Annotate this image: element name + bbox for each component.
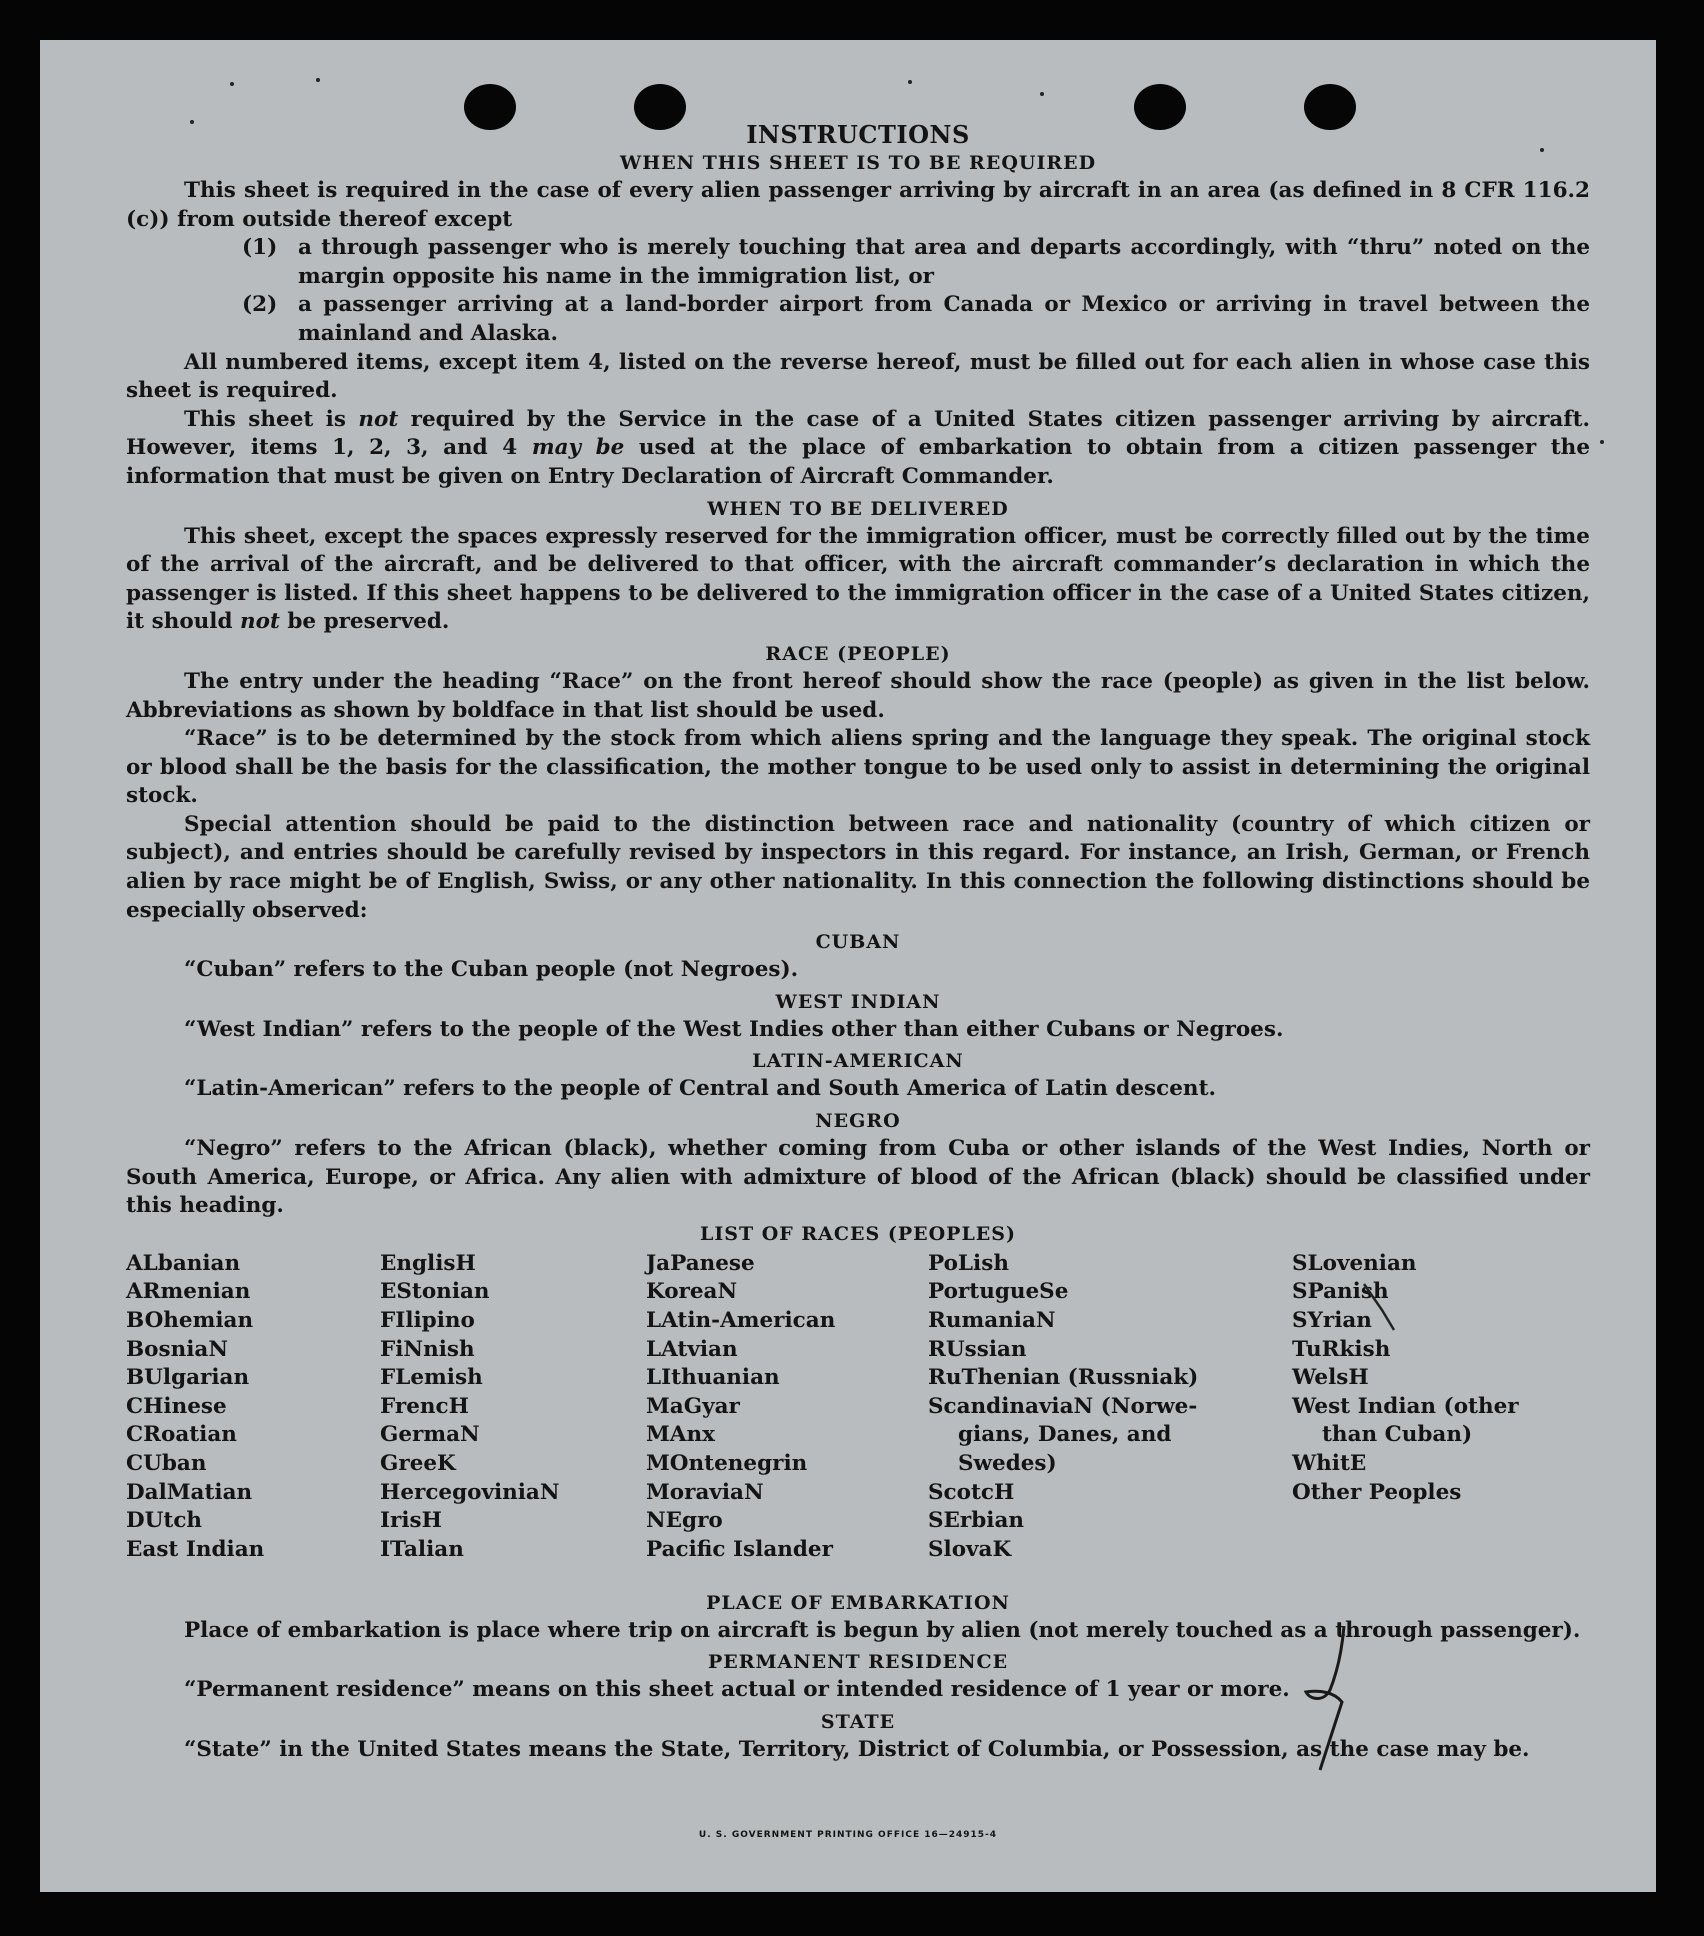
heading-west-indian: WEST INDIAN	[775, 990, 941, 1013]
race-item: Other Peoples	[1292, 1479, 1462, 1505]
race-item: SlovaK	[928, 1536, 1012, 1562]
race-item: PoLish	[928, 1250, 1009, 1276]
heading-state: STATE	[820, 1711, 896, 1733]
paragraph: Special attention should be paid to the distinction between race and nationality (country of which citizen or subject), and entries should be carefully revised by inspectors in this regard. For instance, an Irish, German, or French alien by race might be of English, Swiss, or any other nationality. In this connection the following distinctions should be especially observed:	[126, 811, 1590, 923]
race-item: GreeK	[380, 1450, 456, 1476]
speck	[316, 78, 320, 82]
race-item: IrisH	[380, 1508, 442, 1534]
text-run: This sheet, except the spaces expressly reserved for the immigration officer, must be correctly filled out by the time of the arrival of the aircraft, and be delivered to that officer, with the aircraft commander’s declaration in which the passenger is listed. If this sheet happens to be delivered to the immigration officer in the case of a United States citizen, it should	[126, 523, 1590, 635]
race-item: ScandinaviaN (Norwe-	[928, 1393, 1198, 1419]
race-item: MaGyar	[646, 1393, 740, 1419]
paragraph	[126, 523, 1590, 637]
paragraph: Place of embarkation is place where trip on aircraft is begun by alien (not merely touched as a through passenger).	[184, 1617, 1581, 1643]
races-column-4	[928, 1250, 1220, 1565]
heading-negro: NEGRO	[815, 1110, 901, 1133]
text-run: required by the Service in the case of a United States citizen passenger arriving by aircraft. However, items 1, 2, 3, and 4	[126, 406, 1591, 461]
heading-when-required: WHEN THIS SHEET IS TO BE REQUIRED	[619, 152, 1097, 174]
text-run: This sheet is	[184, 406, 359, 432]
race-item: KoreaN	[646, 1279, 738, 1305]
race-item: BosniaN	[126, 1336, 228, 1362]
paragraph: “Race” is to be determined by the stock from which aliens spring and the language they speak. The original stock or blood shall be the basis for the classification, the mother tongue to be used only to assist in determining the original stock.	[126, 726, 1590, 809]
race-item: MAnx	[646, 1422, 715, 1448]
speck	[1040, 92, 1044, 96]
races-column-5	[1292, 1250, 1592, 1507]
race-item: LIthuanian	[646, 1365, 780, 1391]
race-item: ScotcH	[928, 1479, 1015, 1505]
race-item: FIlipino	[380, 1308, 475, 1333]
race-item: DalMatian	[126, 1479, 253, 1505]
race-item: GermaN	[380, 1422, 480, 1448]
text-run: be preserved.	[279, 609, 450, 635]
race-item: gians, Danes, and	[958, 1422, 1172, 1448]
race-item: BOhemian	[126, 1308, 254, 1333]
printer-imprint: U. S. GOVERNMENT PRINTING OFFICE 16—24915-4	[698, 1830, 998, 1840]
item-text: a passenger arriving at a land-border airport from Canada or Mexico or arriving in travel between the mainland and Alaska.	[298, 292, 1590, 346]
race-item: WelsH	[1292, 1365, 1369, 1391]
race-item: SYrian	[1292, 1308, 1372, 1333]
race-item: East Indian	[126, 1536, 265, 1562]
race-item: RumaniaN	[928, 1308, 1056, 1333]
race-item: BUlgarian	[126, 1365, 250, 1391]
list-item	[242, 234, 1590, 291]
race-item: MOntenegrin	[646, 1450, 808, 1476]
race-item: EStonian	[380, 1279, 490, 1305]
speck	[908, 80, 912, 84]
item-number: (2)	[242, 292, 278, 318]
race-item: FiNnish	[380, 1336, 475, 1362]
race-item: NEgro	[646, 1508, 723, 1534]
race-item: CHinese	[126, 1393, 227, 1419]
handwritten-mark	[1280, 1620, 1380, 1780]
race-item: FrencH	[380, 1393, 469, 1419]
race-item: RuThenian (Russniak)	[928, 1365, 1199, 1391]
italic-text: not	[239, 609, 280, 635]
race-item: DUtch	[126, 1508, 203, 1534]
speck	[1600, 440, 1604, 444]
race-item: RUssian	[928, 1336, 1027, 1362]
race-item: CUban	[126, 1450, 207, 1476]
races-column-3	[646, 1250, 906, 1565]
heading-permanent-residence: PERMANENT RESIDENCE	[707, 1651, 1009, 1674]
item-text: a through passenger who is merely touching that area and departs accordingly, with “thru” noted on the margin opposite his name in the immigration list, or	[298, 235, 1590, 289]
race-item: LAtin-American	[646, 1308, 836, 1333]
heading-latin-american: LATIN-AMERICAN	[752, 1050, 964, 1073]
paragraph: “Permanent residence” means on this sheet actual or intended residence of 1 year or more.	[184, 1677, 1290, 1703]
paragraph	[126, 406, 1590, 492]
item-number: (1)	[242, 235, 278, 261]
paragraph: This sheet is required in the case of every alien passenger arriving by aircraft in an area (as defined in 8 CFR 116.2 (c)) from outside thereof except	[126, 178, 1590, 232]
race-item: SErbian	[928, 1508, 1025, 1534]
heading-race: RACE (PEOPLE)	[765, 642, 951, 665]
paragraph: The entry under the heading “Race” on the front hereof should show the race (people) as given in the list below. Abbreviations as shown by boldface in that list should be used.	[126, 668, 1590, 723]
speck	[230, 82, 234, 86]
race-item: CRoatian	[126, 1422, 237, 1448]
races-column-2	[380, 1250, 620, 1565]
paragraph: “Latin-American” refers to the people of Central and South America of Latin descent.	[184, 1076, 1216, 1102]
race-item: TuRkish	[1292, 1336, 1391, 1362]
race-item: SLovenian	[1292, 1250, 1417, 1276]
race-item: FLemish	[380, 1365, 483, 1391]
race-item: PortugueSe	[928, 1279, 1069, 1305]
list-item	[242, 291, 1590, 348]
race-item: Swedes)	[958, 1450, 1057, 1476]
race-item: SPanish	[1292, 1279, 1389, 1305]
race-item: MoraviaN	[646, 1479, 764, 1505]
race-item: ARmenian	[126, 1279, 251, 1305]
heading-list-of-races: LIST OF RACES (PEOPLES)	[700, 1222, 1016, 1245]
heading-place-of-embarkation: PLACE OF EMBARKATION	[706, 1591, 1010, 1614]
text-run: used at the place of embarkation to obtain from a citizen passenger the information that must be given on Entry Declaration of Aircraft Commander.	[126, 435, 1590, 489]
race-item: West Indian (other	[1292, 1393, 1519, 1419]
race-item: HercegoviniaN	[380, 1479, 560, 1505]
document-title: INSTRUCTIONS	[746, 120, 970, 149]
heading-cuban: CUBAN	[815, 931, 901, 954]
race-item: ITalian	[380, 1536, 464, 1562]
race-item: than Cuban)	[1322, 1422, 1473, 1448]
italic-text: not	[358, 406, 399, 432]
race-item: LAtvian	[646, 1336, 738, 1362]
race-item: JaPanese	[646, 1250, 755, 1276]
race-item: Pacific Islander	[646, 1536, 833, 1562]
race-item: EnglisH	[380, 1250, 476, 1276]
document-sheet	[40, 40, 1656, 1892]
pen-mark	[1360, 1280, 1420, 1360]
race-item: WhitE	[1292, 1450, 1367, 1476]
paragraph: “West Indian” refers to the people of the West Indies other than either Cubans or Negroes.	[184, 1016, 1284, 1042]
italic-text: may be	[531, 435, 625, 461]
paragraph: All numbered items, except item 4, listed on the reverse hereof, must be filled out for each alien in whose case this sheet is required.	[126, 349, 1590, 404]
heading-when-delivered: WHEN TO BE DELIVERED	[707, 497, 1009, 520]
paragraph: “Negro” refers to the African (black), whether coming from Cuba or other islands of the West Indies, North or South America, Europe, or Africa. Any alien with admixture of blood of the African (black) should be classified under this heading.	[126, 1136, 1590, 1219]
race-item: ALbanian	[126, 1250, 241, 1276]
paragraph: “Cuban” refers to the Cuban people (not Negroes).	[184, 957, 799, 983]
races-column-1	[126, 1250, 356, 1565]
paragraph: “State” in the United States means the State, Territory, District of Columbia, or Possession, as the case may be.	[184, 1737, 1530, 1762]
instructions-body	[126, 120, 1590, 1765]
